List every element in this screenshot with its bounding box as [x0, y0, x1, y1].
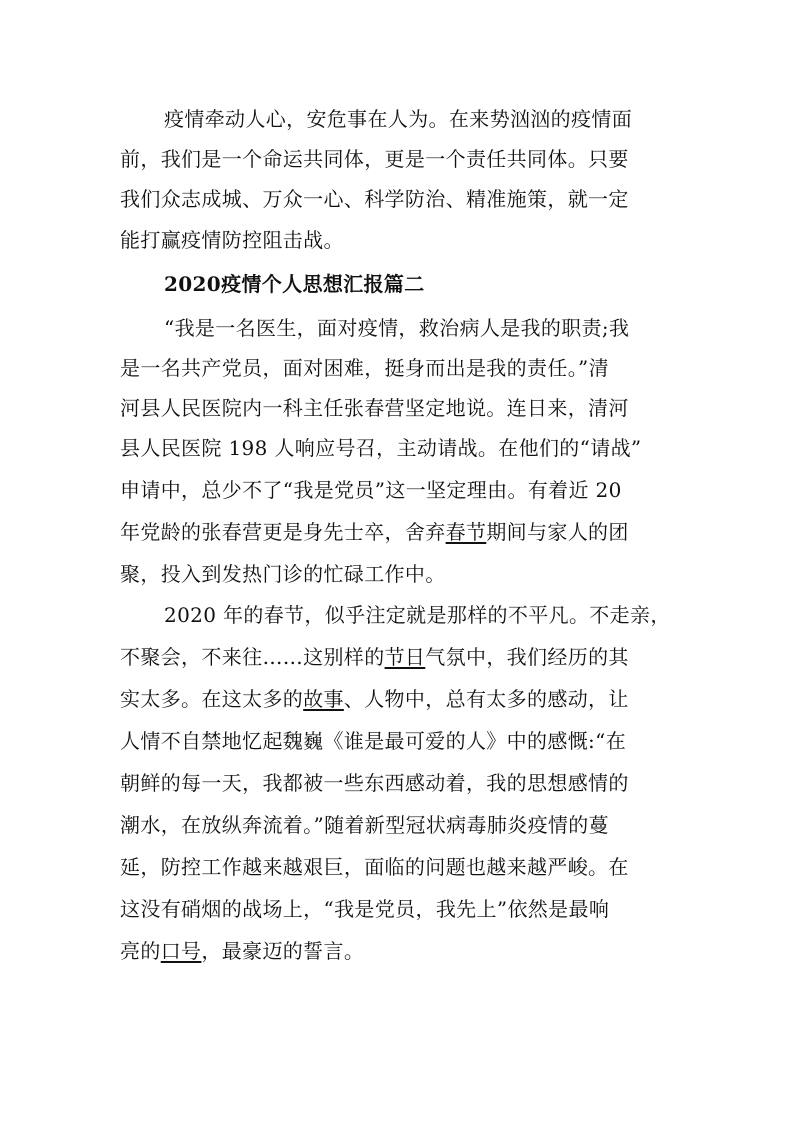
link-holiday[interactable]: 节日 — [384, 645, 426, 669]
paragraph-3-line-3 — [120, 685, 660, 713]
paragraph-2-line-4: 县人民医院 198 人响应号召，主动请战。在他们的“请战” — [120, 436, 642, 460]
paragraph-3-line-2-text-after: 气氛中，我们经历的其 — [425, 645, 629, 669]
paragraph-3-line-4: 人情不自禁地忆起魏巍《谁是最可爱的人》中的感慨:“在 — [120, 729, 627, 753]
paragraph-3-line-6: 潮水，在放纵奔流着。”随着新型冠状病毒肺炎疫情的蔓 — [120, 813, 609, 837]
paragraph-3-line-9-text-after: ，最豪迈的誓言。 — [201, 939, 365, 963]
section-heading: 2020疫情个人思想汇报篇二 — [164, 272, 425, 296]
paragraph-2-line-6-text-after: 期间与家人的团 — [486, 520, 629, 544]
paragraph-3-line-2 — [120, 643, 660, 671]
paragraph-1-line-3: 我们众志成城、万众一心、科学防治、精准施策，就一定 — [120, 187, 629, 211]
paragraph-3-line-3-text-after: 、人物中，总有太多的感动，让 — [343, 687, 629, 711]
paragraph-3-line-9 — [120, 937, 660, 965]
link-story[interactable]: 故事 — [303, 687, 344, 711]
link-spring-festival[interactable]: 春节 — [445, 520, 487, 544]
paragraph-3-line-5: 朝鲜的每一天，我都被一些东西感动着，我的思想感情的 — [120, 771, 629, 795]
paragraph-2-line-5: 申请中，总少不了“我是党员”这一坚定理由。有着近 20 — [120, 478, 622, 502]
paragraph-3-line-9-text-before: 亮的 — [120, 939, 161, 963]
paragraph-2-line-7: 聚，投入到发热门诊的忙碌工作中。 — [120, 562, 446, 586]
paragraph-1-line-1: 疫情牵动人心，安危事在人为。在来势汹汹的疫情面 — [164, 107, 633, 131]
paragraph-2-line-6-text-before: 年党龄的张春营更是身先士卒，舍弃 — [120, 520, 446, 544]
paragraph-2-line-1: “我是一名医生，面对疫情，救治病人是我的职责;我 — [164, 316, 630, 340]
paragraph-3-line-1: 2020 年的春节，似乎注定就是那样的不平凡。不走亲， — [164, 603, 671, 627]
paragraph-3-line-8: 这没有硝烟的战场上，“我是党员，我先上”依然是最响 — [120, 897, 610, 921]
paragraph-2-line-3: 河县人民医院内一科主任张春营坚定地说。连日来，清河 — [120, 396, 629, 420]
paragraph-3-line-7: 延，防控工作越来越艰巨，面临的问题也越来越严峻。在 — [120, 855, 629, 879]
paragraph-3-line-3-text-before: 实太多。在这太多的 — [120, 687, 304, 711]
paragraph-1-line-2: 前，我们是一个命运共同体，更是一个责任共同体。只要 — [120, 147, 629, 171]
paragraph-2-line-2: 是一名共产党员，面对困难，挺身而出是我的责任。”清 — [120, 356, 609, 380]
paragraph-3-line-2-text-before: 不聚会，不来往……这别样的 — [120, 645, 385, 669]
paragraph-2-line-6 — [120, 518, 660, 546]
paragraph-1-line-4: 能打赢疫情防控阻击战。 — [120, 228, 344, 252]
link-slogan[interactable]: 口号 — [160, 939, 202, 963]
